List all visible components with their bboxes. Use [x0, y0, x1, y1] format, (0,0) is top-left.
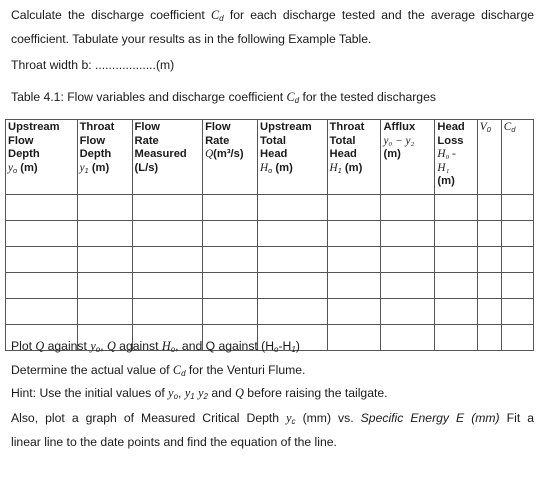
hint-instruction	[11, 386, 534, 402]
table-row	[6, 195, 534, 221]
table-row	[6, 299, 534, 325]
table-cell	[381, 195, 435, 221]
table-cell	[477, 221, 501, 247]
table-cell	[77, 299, 132, 325]
header-upstream-flow-depth	[6, 120, 78, 195]
header-symbol: C	[503, 121, 512, 133]
table-cell	[132, 273, 203, 299]
also-text-italic: Specific Energy E (mm)	[360, 411, 500, 425]
header-line: Throat	[79, 121, 115, 133]
header-symbol: y	[79, 161, 85, 174]
table-cell	[6, 195, 78, 221]
also-text: Fit a	[506, 411, 535, 425]
header-unit: (m)	[437, 175, 455, 187]
header-head-loss	[435, 120, 478, 195]
q-symbol: Q	[35, 339, 45, 353]
table-cell	[77, 247, 132, 273]
table-cell	[381, 299, 435, 325]
intro-text: Calculate the discharge coefficient	[11, 8, 205, 22]
intro-line-1	[11, 8, 534, 24]
table-cell	[203, 247, 258, 273]
plot-instruction	[11, 339, 534, 355]
table-row	[6, 221, 534, 247]
table-cell	[203, 299, 258, 325]
header-line: Total	[329, 134, 356, 147]
table-cell	[501, 273, 533, 299]
table-cell	[258, 273, 328, 299]
table-cell	[6, 299, 78, 325]
table-body	[6, 195, 534, 351]
table-cell	[327, 195, 381, 221]
q-symbol: Q	[235, 386, 244, 400]
header-formula: H₀ -	[437, 148, 456, 160]
plot-text: ,	[100, 339, 104, 353]
header-line: Afflux	[383, 121, 416, 133]
y-symbol: y	[90, 339, 96, 353]
table-cell	[381, 247, 435, 273]
y-symbol: y	[198, 386, 204, 400]
also-line-2: linear line to the date points and find the equation of the line.	[11, 435, 337, 449]
table-cell	[132, 221, 203, 247]
hint-text: Hint: Use the initial values of	[11, 386, 165, 400]
header-afflux	[381, 120, 435, 195]
caption-rest: for the tested discharges	[302, 90, 436, 104]
header-line: Flow	[205, 121, 231, 133]
throat-width-line: Throat width b: ..................(m)	[11, 58, 175, 72]
also-line-1	[11, 411, 534, 427]
header-symbol: V	[479, 121, 487, 133]
table-cell	[477, 247, 501, 273]
header-line: Measured	[134, 148, 187, 160]
header-line: Depth	[79, 148, 112, 160]
header-subscript: 1	[337, 165, 342, 175]
header-unit: (m)	[275, 161, 293, 174]
header-subscript: 1	[84, 165, 89, 175]
table-cell	[132, 195, 203, 221]
cd-symbol: C	[211, 8, 220, 22]
header-throat-total-head	[327, 120, 381, 195]
header-subscript: 0	[486, 125, 491, 134]
plot-text: , and Q against (H	[175, 339, 275, 353]
table-cell	[258, 221, 328, 247]
header-symbol: H	[260, 161, 269, 174]
header-line: Upstream	[260, 121, 312, 133]
table-row	[6, 273, 534, 299]
determine-text: Determine the actual value of	[11, 363, 170, 377]
table-cell	[258, 299, 328, 325]
header-line: Total	[260, 134, 286, 147]
table-cell	[6, 247, 78, 273]
table-cell	[132, 247, 203, 273]
q-symbol: Q	[106, 339, 116, 353]
table-cell	[501, 221, 533, 247]
table-cell	[77, 221, 132, 247]
y-subscript: 2	[203, 392, 208, 401]
determine-instruction	[11, 363, 534, 379]
hint-text: ,	[178, 386, 182, 400]
caption-cd-symbol: C	[286, 90, 295, 104]
header-line: (L/s)	[134, 161, 159, 174]
y-symbol: y	[184, 386, 191, 400]
header-line: Flow	[8, 134, 34, 147]
table-cell	[435, 247, 478, 273]
header-line: Depth	[8, 148, 40, 160]
caption-text: Table 4.1: Flow variables and discharge coefficient	[11, 90, 284, 104]
hint-text: and	[211, 386, 232, 400]
h-subscript: o	[170, 345, 176, 354]
plot-text: )	[295, 339, 300, 353]
header-symbol: Q	[205, 148, 214, 160]
y-subscript: 1	[190, 392, 195, 401]
h-subscript: o	[274, 345, 279, 354]
table-cell	[477, 273, 501, 299]
table-cell	[501, 195, 533, 221]
table-cell	[327, 299, 381, 325]
header-throat-flow-depth	[77, 120, 132, 195]
table-cell	[327, 273, 381, 299]
plot-text: Plot	[11, 339, 33, 353]
plot-text: -H	[278, 339, 292, 353]
intro-paragraph	[11, 8, 534, 47]
also-instruction	[11, 411, 534, 450]
header-symbol: H	[329, 161, 338, 174]
header-line: Flow	[79, 134, 106, 147]
header-cd	[501, 120, 533, 195]
table-header-row	[6, 120, 534, 195]
plot-text: against	[119, 339, 159, 353]
table-cell	[327, 221, 381, 247]
header-line: Head	[260, 148, 288, 160]
y-symbol: y	[168, 386, 174, 400]
hint-text: before raising the tailgate.	[247, 386, 388, 400]
cd-subscript: d	[219, 14, 224, 23]
table-cell	[501, 299, 533, 325]
header-flow-rate-measured	[132, 120, 203, 195]
table-cell	[381, 273, 435, 299]
header-upstream-total-head	[258, 120, 328, 195]
header-line: Head	[329, 148, 357, 160]
header-v0	[477, 120, 501, 195]
table-cell	[381, 221, 435, 247]
table-cell	[435, 273, 478, 299]
table-cell	[132, 299, 203, 325]
also-text: (mm) vs.	[302, 411, 354, 425]
header-unit: (m)	[344, 161, 363, 174]
y-symbol: y	[286, 411, 292, 425]
header-line: Rate	[205, 134, 230, 147]
table-cell	[6, 221, 78, 247]
header-unit: (m)	[91, 161, 110, 174]
header-symbol: y	[8, 161, 13, 174]
header-line: Flow	[134, 121, 161, 133]
table-cell	[327, 247, 381, 273]
y-subscript: c	[291, 417, 296, 426]
header-formula: y₀ − y₂	[383, 134, 415, 147]
table-cell	[6, 273, 78, 299]
header-unit: (m³/s)	[213, 148, 244, 160]
table-cell	[77, 195, 132, 221]
table-cell	[258, 195, 328, 221]
header-line: Upstream	[8, 121, 60, 133]
table-cell	[435, 221, 478, 247]
y-subscript: o	[95, 345, 101, 354]
header-line: Rate	[134, 134, 159, 147]
cd-symbol: C	[172, 363, 182, 377]
plot-text: against	[47, 339, 87, 353]
table-cell	[203, 273, 258, 299]
header-line: Head	[437, 121, 465, 133]
also-text: Also, plot a graph of Measured Critical Depth	[11, 411, 280, 425]
intro-text-rest: for each discharge tested and the average discharge	[229, 8, 535, 22]
table-cell	[477, 299, 501, 325]
header-line: Throat	[329, 121, 365, 133]
intro-line-2: coefficient. Tabulate your results as in the following Example Table.	[11, 32, 372, 46]
determine-text: for the Venturi Flume.	[188, 363, 306, 377]
table-cell	[77, 273, 132, 299]
header-flow-rate-q	[203, 120, 258, 195]
table-cell	[258, 247, 328, 273]
table-cell	[435, 195, 478, 221]
h-subscript: 1	[291, 345, 296, 354]
header-line: Loss	[437, 134, 464, 147]
cd-subscript: d	[181, 369, 186, 378]
table-cell	[203, 195, 258, 221]
y-subscript: o	[173, 392, 179, 401]
header-formula: H₁	[437, 161, 450, 174]
table-cell	[501, 247, 533, 273]
table-cell	[435, 299, 478, 325]
results-table	[5, 119, 534, 351]
header-subscript: o	[268, 165, 273, 175]
header-unit: (m)	[383, 148, 401, 160]
caption-cd-subscript: d	[294, 96, 300, 105]
header-subscript: o	[12, 165, 18, 175]
header-subscript: d	[511, 125, 516, 134]
table-cell	[203, 221, 258, 247]
header-unit: (m)	[20, 161, 38, 174]
table-cell	[477, 195, 501, 221]
h-symbol: H	[161, 339, 171, 353]
table-row	[6, 247, 534, 273]
table-caption	[11, 90, 534, 106]
